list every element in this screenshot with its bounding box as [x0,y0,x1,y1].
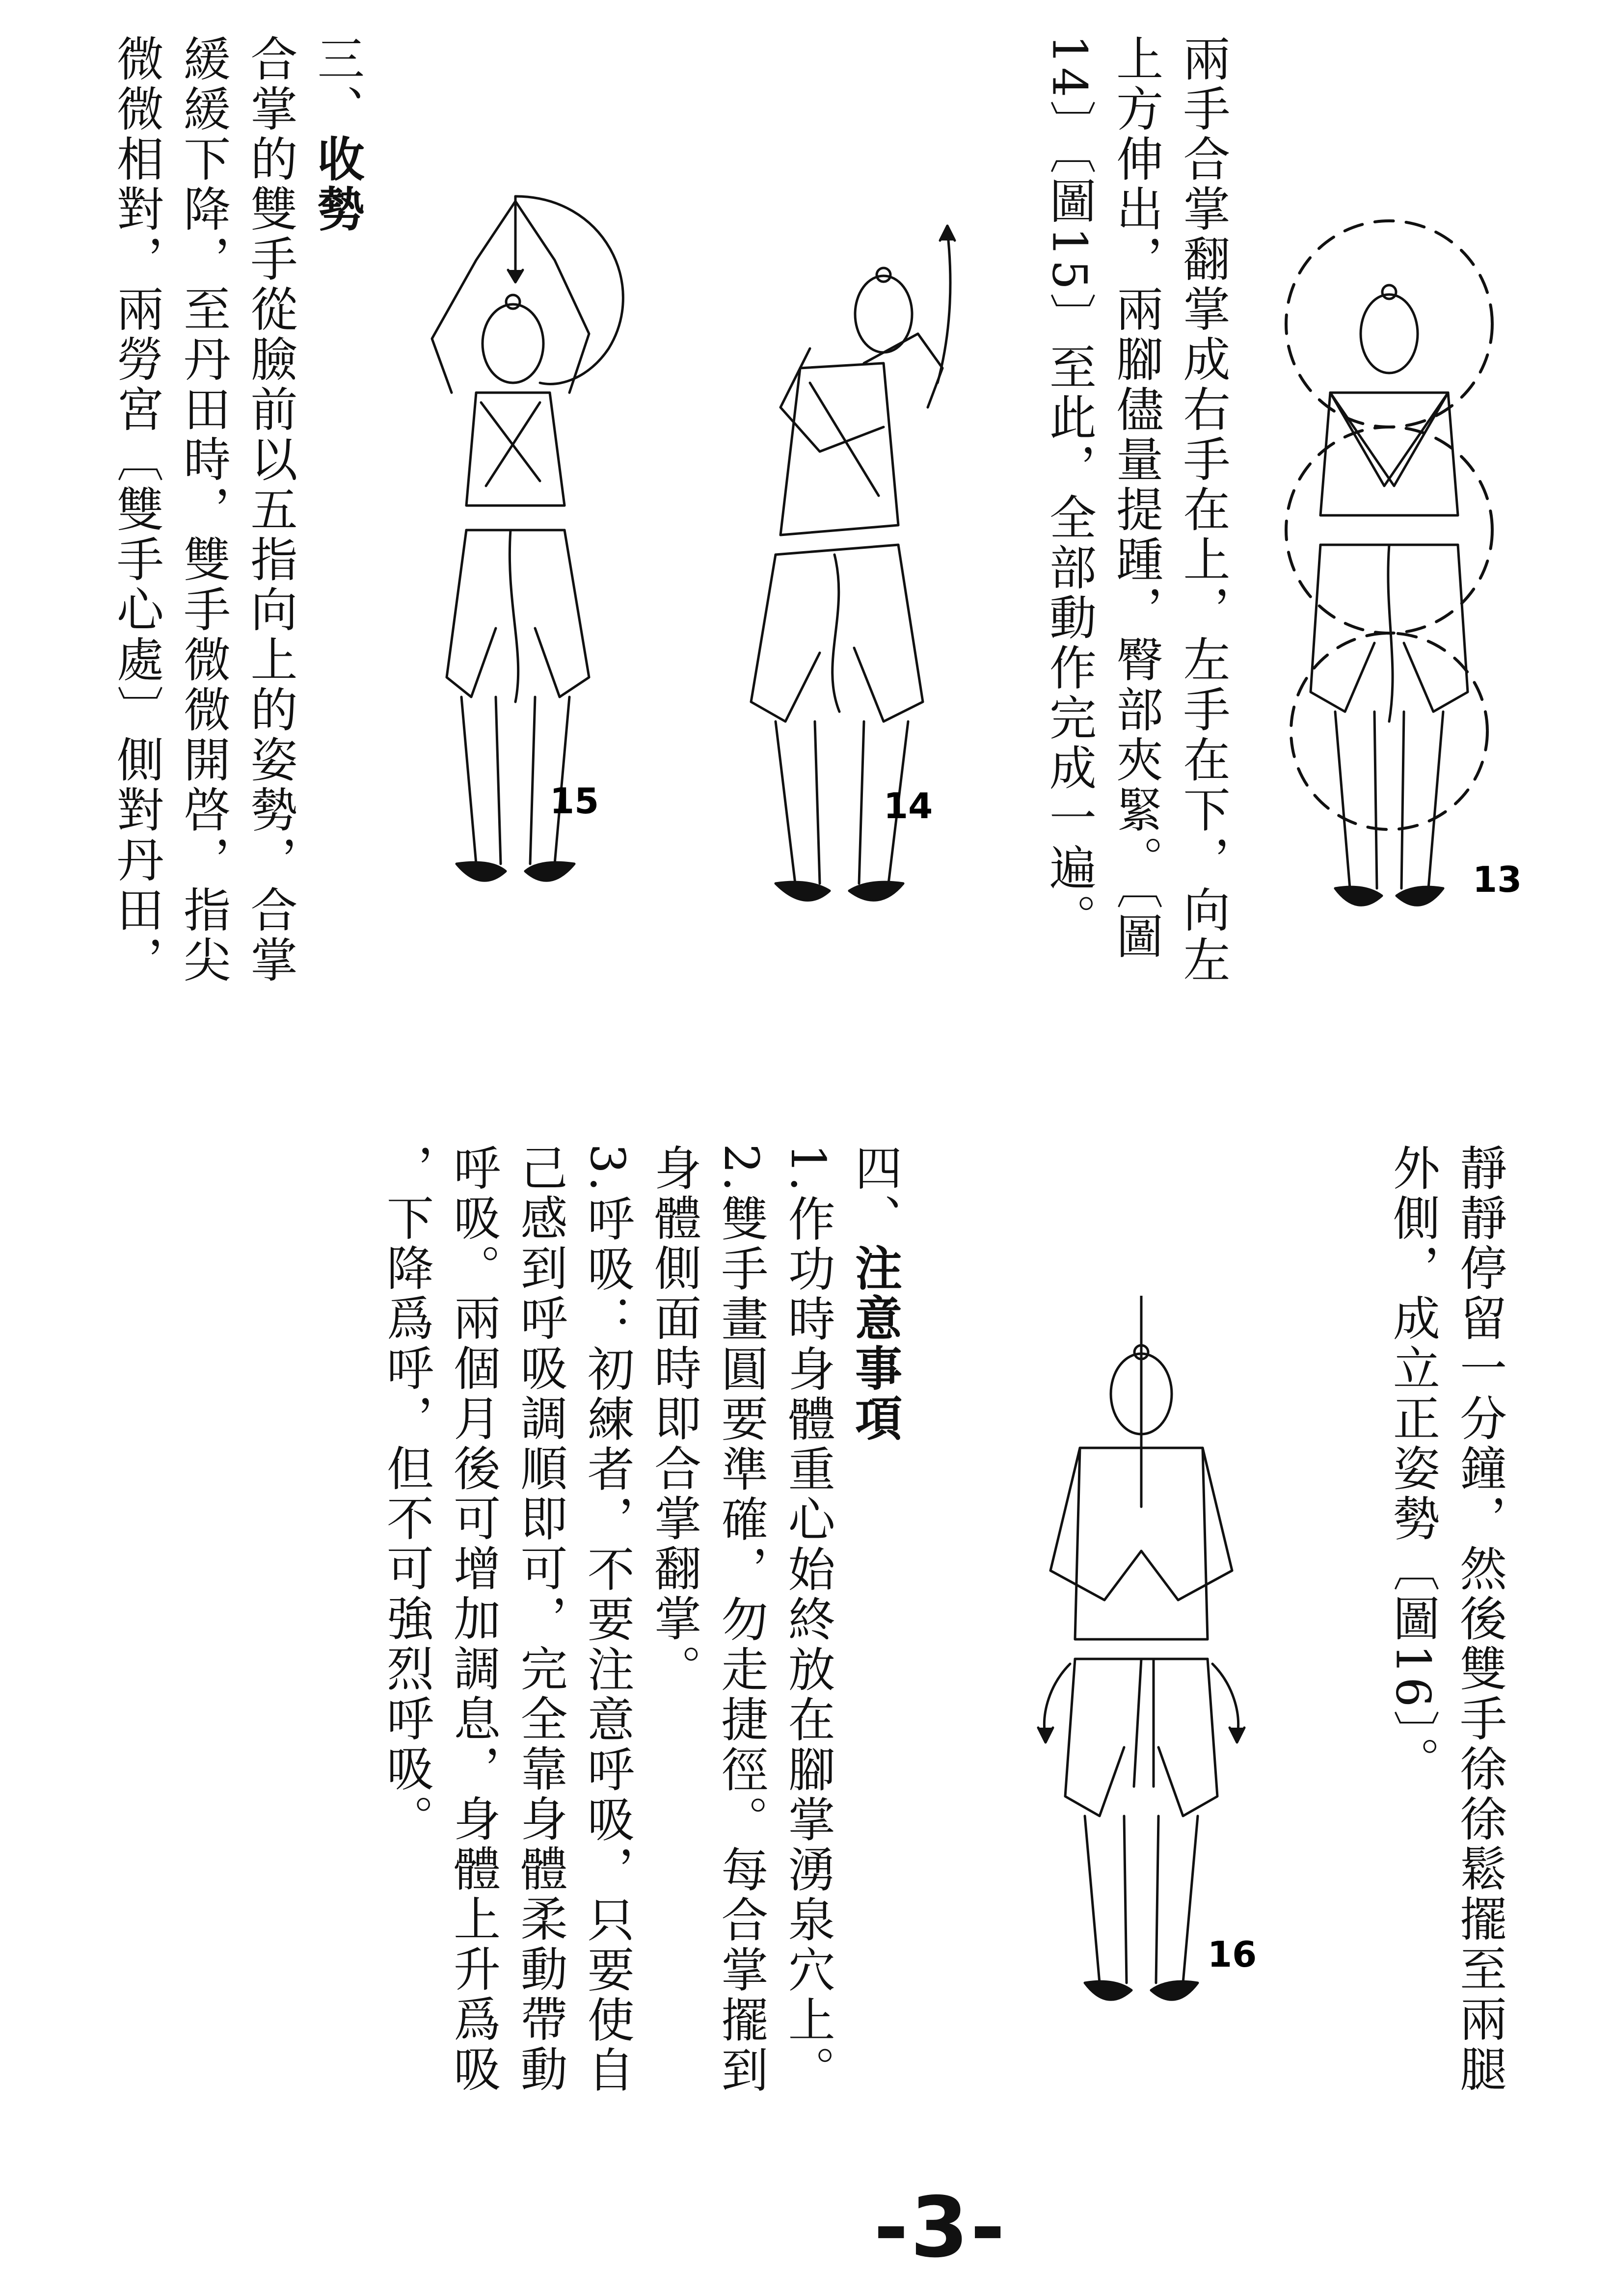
figure-14-illustration [722,221,996,913]
continuation-paragraph: 靜靜停留一分鐘，然後雙手徐徐鬆擺至兩腿 外側，成立正姿勢〔圖16〕。 [1385,1144,1507,2095]
page-number: -3- [874,2179,1007,2276]
figure-15-illustration [393,187,668,913]
figure-13-label: 13 [1473,859,1522,900]
section-4-item-1: 1.作功時身體重心始終放在腳掌湧泉穴上。 [780,1144,836,2096]
section-4-text [373,1144,909,2174]
section-4-heading-prefix: 四、 [847,1144,903,1244]
section-3-text [103,34,371,1075]
figure-13-illustration [1271,211,1507,928]
figure-15-label: 15 [550,780,599,822]
figure-16-illustration [1006,1296,1281,2022]
figure-14-label: 14 [884,785,933,827]
section-4-heading-title: 注意事項 [847,1244,903,1444]
top-right-paragraph: 兩手合掌翻掌成右手在上，左手在下，向左 上方伸出，兩腳儘量提踵，臀部夾緊。〔圖 14〕〔圖15〕至此，全部動作完成一遍。 [1042,34,1231,986]
section-4-item-3: 3.呼吸：初練者，不要注意呼吸，只要使自 己感到呼吸調順即可，完全靠身體柔動帶動 呼吸。兩個月後可增加調息，身體上升爲吸 ，下降爲呼，但不可強烈呼吸。 [379,1144,635,2096]
figure-16-label: 16 [1208,1934,1257,1975]
section-3-heading-prefix: 三、 [310,34,365,134]
section-3-body: 合掌的雙手從臉前以五指向上的姿勢，合掌 緩緩下降，至丹田時，雙手微微開啓，指尖 微微相對，兩勞宮〔雙手心處〕側對丹田， [109,34,298,986]
section-3-heading-title: 收勢 [310,134,366,235]
section-4-item-2: 2.雙手畫圓要準確，勿走捷徑。每合掌擺到 身體側面時即合掌翻掌。 [646,1144,769,2096]
